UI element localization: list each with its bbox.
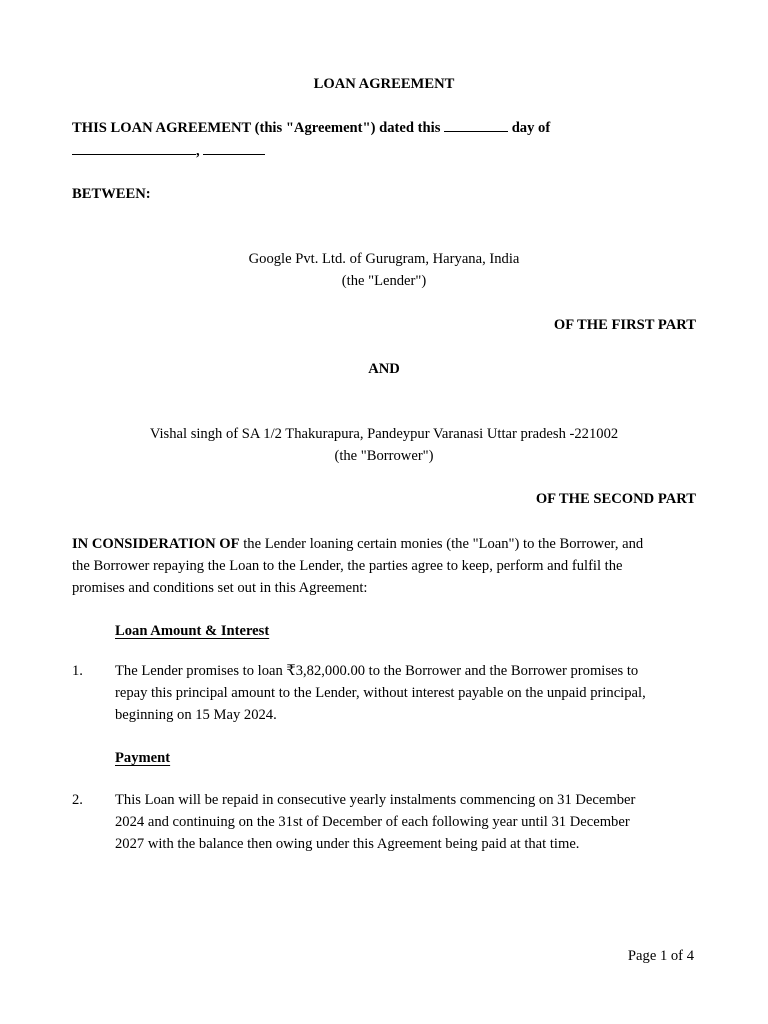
consideration-line-3: promises and conditions set out in this Agreement: (72, 580, 368, 596)
section-heading-payment: Payment (115, 750, 171, 766)
between-label: BETWEEN: (72, 186, 151, 202)
clause-2-number: 2. (72, 792, 83, 808)
lender-address: Google Pvt. Ltd. of Gurugram, Haryana, India (248, 251, 520, 267)
consideration-line-1-rest: the Lender loaning certain monies (the "Loan") to the Borrower, and (239, 536, 644, 552)
document-title: LOAN AGREEMENT (313, 76, 455, 92)
consideration-line-1 (72, 533, 696, 555)
consideration-lead: IN CONSIDERATION OF (72, 536, 240, 552)
date-year-blank (203, 140, 265, 155)
page-number: Page 1 of 4 (627, 948, 694, 964)
lender-designation: (the "Lender") (341, 273, 427, 289)
second-part-label: OF THE SECOND PART (535, 491, 696, 507)
intro-comma: , (196, 143, 200, 159)
intro-lead: THIS LOAN AGREEMENT (this "Agreement") dated this (72, 120, 441, 136)
clause-1-line: The Lender promises to loan ₹3,82,000.00 to the Borrower and the Borrower promises to (115, 663, 639, 679)
clause-1-number: 1. (72, 663, 83, 679)
first-part-label: OF THE FIRST PART (553, 317, 696, 333)
document-page (72, 0, 696, 1024)
date-month-blank (72, 140, 196, 155)
and-label: AND (368, 361, 400, 377)
clause-2-line: This Loan will be repaid in consecutive yearly instalments commencing on 31 December (115, 792, 636, 808)
borrower-address: Vishal singh of SA 1/2 Thakurapura, Pandeypur Varanasi Uttar pradesh -221002 (149, 426, 619, 442)
consideration-line-2: the Borrower repaying the Loan to the Lender, the parties agree to keep, perform and fulfil the (72, 558, 623, 574)
clause-2-line: 2024 and continuing on the 31st of December of each following year until 31 December (115, 814, 630, 830)
section-heading-loan-amount: Loan Amount & Interest (115, 623, 270, 639)
date-day-blank (444, 117, 508, 132)
borrower-designation: (the "Borrower") (334, 448, 434, 464)
intro-line-2 (72, 140, 265, 162)
intro-line-1 (72, 117, 696, 139)
clause-2-line: 2027 with the balance then owing under this Agreement being paid at that time. (115, 836, 580, 852)
clause-1-line: repay this principal amount to the Lender, without interest payable on the unpaid principal, (115, 685, 646, 701)
clause-1-text (115, 660, 696, 726)
intro-day-of: day of (511, 120, 551, 136)
clause-1-line: beginning on 15 May 2024. (115, 707, 277, 723)
clause-2-text (115, 789, 696, 855)
